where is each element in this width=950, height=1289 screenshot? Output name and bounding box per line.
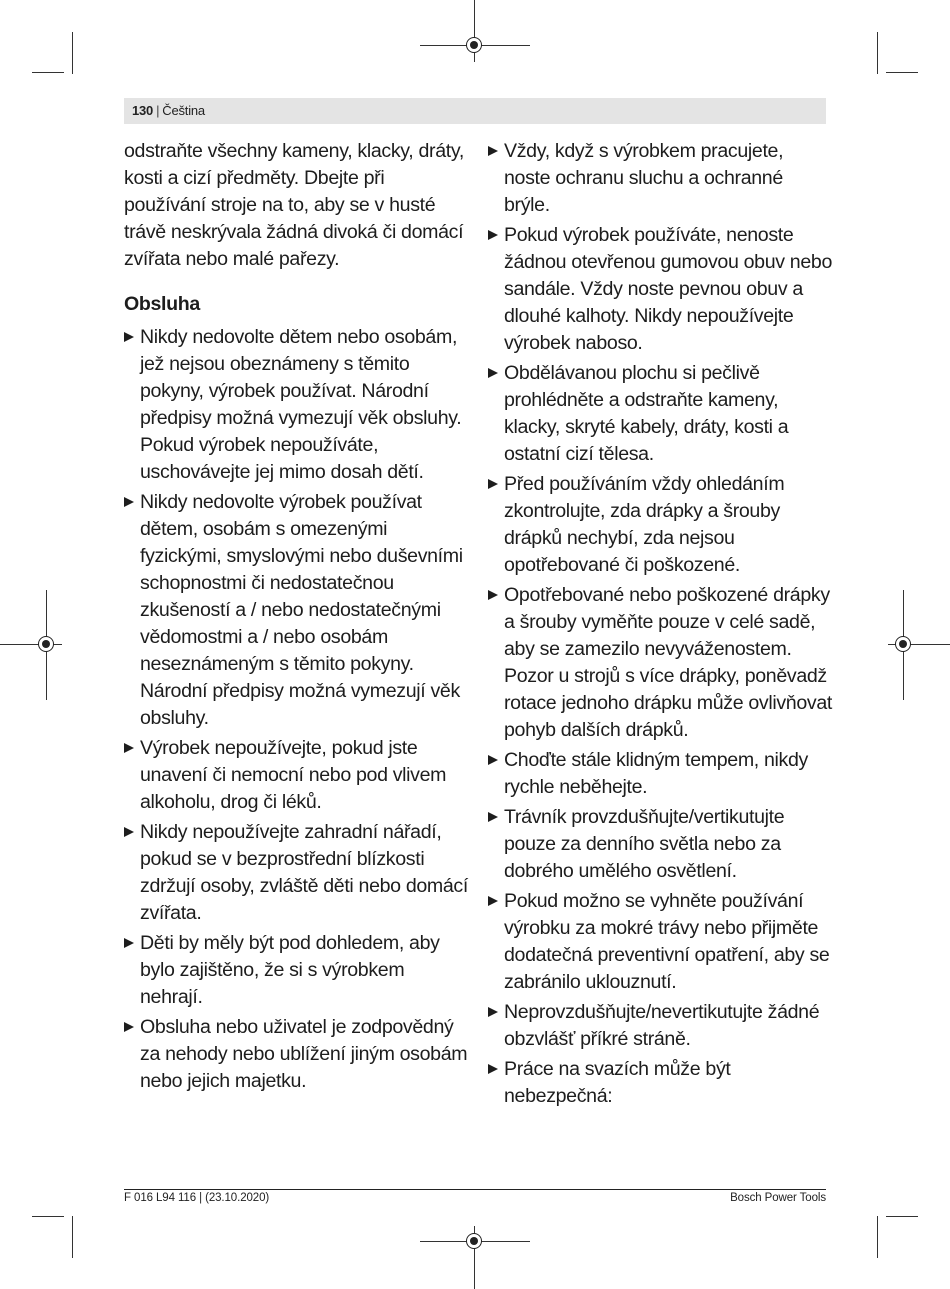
left-bullet-list — [124, 324, 469, 1095]
bullet-triangle-icon — [124, 938, 134, 948]
list-item — [124, 1014, 469, 1095]
list-item-text: Choďte stále klidným tempem, nikdy rychle neběhejte. — [504, 749, 808, 798]
list-item — [488, 222, 833, 357]
list-item — [488, 1056, 833, 1110]
bullet-triangle-icon — [488, 1007, 498, 1017]
list-item — [488, 360, 833, 468]
list-item — [124, 489, 469, 732]
registration-mark-left — [38, 636, 54, 652]
bullet-triangle-icon — [488, 590, 498, 600]
list-item — [124, 735, 469, 816]
page-number: 130 — [132, 103, 154, 118]
list-item-text: Práce na svazích může být nebezpečná: — [504, 1058, 731, 1107]
left-column — [124, 138, 469, 1098]
list-item-text: Děti by měly být pod dohledem, aby bylo zajištěno, že si s výrobkem nehrají. — [140, 932, 440, 1008]
footer-divider — [124, 1189, 826, 1190]
list-item-text: Obdělávanou plochu si pečlivě prohlédněte a odstraňte kameny, klacky, skryté kabely, dráty, kosti a ostatní cizí tělesa. — [504, 362, 789, 465]
list-item — [124, 930, 469, 1011]
list-item — [124, 324, 469, 486]
list-item-text: Nikdy nedovolte výrobek používat dětem, osobám s omezenými fyzickými, smyslovými nebo duševními schopnostmi či nedostatečnou zkušeností a / nebo nedostatečnými vědomostmi a / nebo osobám neseznámeným s těmito pokyny. Národní předpisy možná vymezují věk obsluhy. — [140, 491, 463, 729]
bullet-triangle-icon — [488, 755, 498, 765]
registration-mark-top — [466, 37, 482, 53]
list-item-text: Obsluha nebo uživatel je zodpovědný za nehody nebo ublížení jiným osobám nebo jejich majetku. — [140, 1016, 468, 1092]
bullet-triangle-icon — [488, 230, 498, 240]
list-item — [488, 804, 833, 885]
bullet-triangle-icon — [488, 479, 498, 489]
header-language: Čeština — [162, 103, 205, 118]
bullet-triangle-icon — [124, 1022, 134, 1032]
list-item — [488, 471, 833, 579]
registration-mark-bottom — [466, 1233, 482, 1249]
list-item-text: Trávník provzdušňujte/vertikutujte pouze za denního světla nebo za dobrého umělého osvětlení. — [504, 806, 785, 882]
list-item — [488, 582, 833, 744]
list-item-text: Nikdy nepoužívejte zahradní nářadí, pokud se v bezprostřední blízkosti zdržují osoby, zvláště děti nebo domácí zvířata. — [140, 821, 468, 924]
section-heading: Obsluha — [124, 293, 200, 315]
bullet-triangle-icon — [488, 812, 498, 822]
bullet-triangle-icon — [124, 743, 134, 753]
list-item-text: Výrobek nepoužívejte, pokud jste unavení či nemocní nebo pod vlivem alkoholu, drog či léků. — [140, 737, 447, 813]
bullet-triangle-icon — [124, 332, 134, 342]
right-bullet-list — [488, 138, 833, 1110]
list-item-text: Nikdy nedovolte dětem nebo osobám, jež nejsou obeznámeny s těmito pokyny, výrobek používat. Národní předpisy možná vymezují věk obsluhy. Pokud výrobek nepoužíváte, uschovávejte jej mimo dosah dětí. — [140, 326, 462, 483]
bullet-triangle-icon — [124, 827, 134, 837]
footer-doc-code: F 016 L94 116 | (23.10.2020) — [124, 1192, 270, 1204]
list-item — [488, 888, 833, 996]
list-item-text: Opotřebované nebo poškozené drápky a šrouby vyměňte pouze v celé sadě, aby se zamezilo nevyváženostem. Pozor u strojů s více drápky, poněvadž rotace jednoho drápku může ovlivňovat pohyb dalších drápků. — [504, 584, 832, 741]
bullet-triangle-icon — [124, 497, 134, 507]
list-item-text: Vždy, když s výrobkem pracujete, noste ochranu sluchu a ochranné brýle. — [504, 140, 784, 216]
intro-paragraph: odstraňte všechny kameny, klacky, dráty, kosti a cizí předměty. Dbejte při používání stroje na to, aby se v husté trávě neskrývala žádná divoká či domácí zvířata nebo malé pařezy. — [124, 140, 464, 270]
list-item-text: Neprovzdušňujte/nevertikutujte žádné obzvlášť příkré stráně. — [504, 1001, 820, 1050]
bullet-triangle-icon — [488, 368, 498, 378]
bullet-triangle-icon — [488, 1064, 498, 1074]
bullet-triangle-icon — [488, 146, 498, 156]
header-separator: | — [156, 103, 160, 118]
header-text — [132, 103, 205, 118]
list-item — [488, 747, 833, 801]
list-item-text: Pokud výrobek používáte, nenoste žádnou otevřenou gumovou obuv nebo sandále. Vždy noste pevnou obuv a dlouhé kalhoty. Nikdy nepoužívejte výrobek naboso. — [504, 224, 832, 354]
page-header — [124, 98, 826, 124]
bullet-triangle-icon — [488, 896, 498, 906]
list-item-text: Pokud možno se vyhněte používání výrobku za mokré trávy nebo přijměte dodatečná preventivní opatření, aby se zabránilo uklouznutí. — [504, 890, 830, 993]
list-item — [488, 138, 833, 219]
right-column — [488, 138, 833, 1113]
list-item — [124, 819, 469, 927]
list-item-text: Před používáním vždy ohledáním zkontrolujte, zda drápky a šrouby drápků nechybí, zda nejsou opotřebované či poškozené. — [504, 473, 785, 576]
footer-brand: Bosch Power Tools — [730, 1192, 826, 1204]
registration-mark-right — [895, 636, 911, 652]
list-item — [488, 999, 833, 1053]
